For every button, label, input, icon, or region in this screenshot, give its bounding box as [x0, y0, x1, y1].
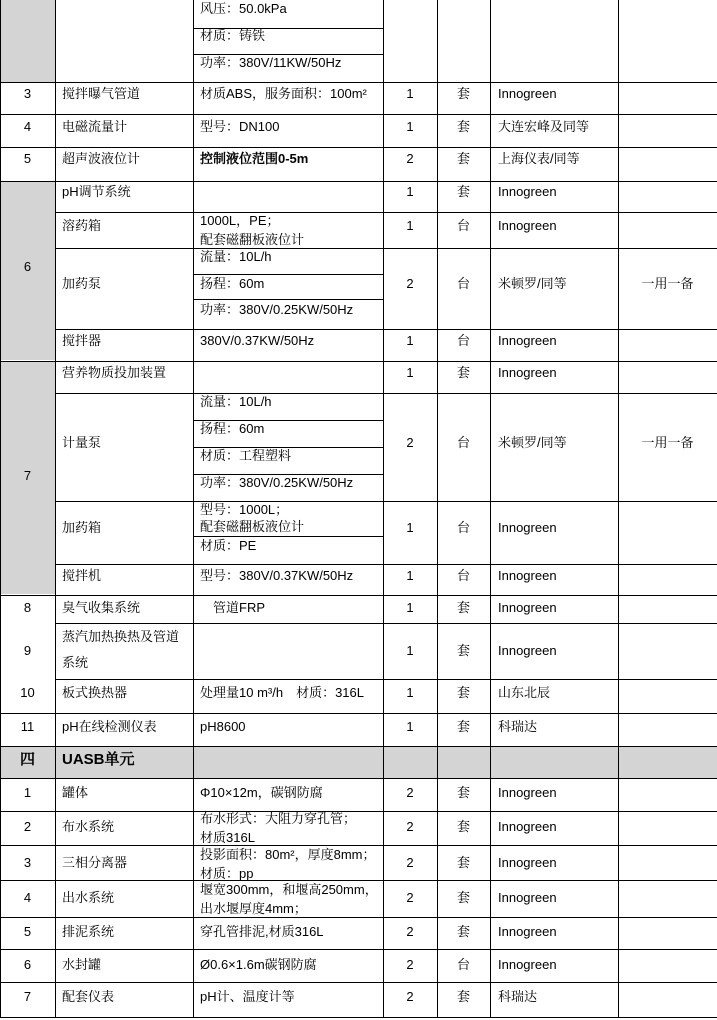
- brand-cell: 米顿罗/同等: [498, 435, 567, 450]
- table-rule: [0, 361, 717, 362]
- spec-line: 功率：380V/0.25KW/50Hz: [200, 475, 354, 490]
- unit-cell: 套: [456, 119, 470, 134]
- section-title: UASB单元: [62, 751, 135, 768]
- item-name: 搅拌机: [62, 568, 102, 583]
- shaded-cell: [0, 0, 55, 82]
- spec-cell: Φ10×12m，碳钢防腐: [200, 785, 323, 800]
- brand-cell: 上海仪表/同等: [498, 151, 580, 166]
- brand-cell: Innogreen: [498, 520, 557, 535]
- spec-line: 1000L，PE；: [200, 213, 280, 228]
- spec-line: 流量：10L/h: [200, 249, 272, 264]
- item-name: 超声波液位计: [62, 151, 141, 166]
- brand-cell: 米顿罗/同等: [498, 276, 567, 291]
- note-cell: 一用一备: [641, 435, 694, 450]
- table-rule: [0, 82, 717, 83]
- table-rule: [0, 1017, 717, 1018]
- table-rule: [0, 880, 717, 881]
- spec-line: 功率：380V/0.25KW/50Hz: [200, 302, 354, 317]
- qty-cell: 2: [406, 957, 414, 972]
- item-name: pH在线检测仪表: [62, 719, 157, 734]
- qty-cell: 1: [406, 86, 414, 101]
- unit-cell: 套: [456, 86, 470, 101]
- unit-cell: 台: [456, 333, 470, 348]
- spec-line: 材质：工程塑料: [200, 448, 292, 463]
- qty-cell: 2: [406, 855, 414, 870]
- item-name: 系统: [62, 655, 89, 670]
- row-number: 7: [23, 989, 32, 1004]
- spec-cell: 控制液位范围0-5m: [200, 151, 309, 166]
- item-name: 加药泵: [62, 276, 102, 291]
- item-name: 营养物质投加装置: [62, 365, 167, 380]
- qty-cell: 1: [406, 119, 414, 134]
- spec-line: 堰宽300mm，和堰高250mm，: [200, 882, 378, 897]
- unit-cell: 套: [456, 989, 470, 1004]
- item-name: 板式换热器: [62, 685, 128, 700]
- qty-cell: 1: [406, 218, 414, 233]
- qty-cell: 1: [406, 184, 414, 199]
- row-number: 6: [23, 957, 32, 972]
- spec-cell: 型号：DN100: [200, 119, 280, 134]
- qty-cell: 1: [406, 568, 414, 583]
- unit-cell: 台: [456, 568, 470, 583]
- spec-cell: 管道FRP: [213, 600, 266, 615]
- qty-cell: 1: [406, 520, 414, 535]
- unit-cell: 套: [456, 855, 470, 870]
- brand-cell: Innogreen: [498, 924, 557, 939]
- spec-line: 扬程：60m: [200, 276, 265, 291]
- brand-cell: 科瑞达: [498, 719, 538, 734]
- table-rule: [0, 917, 717, 918]
- item-name: 出水系统: [62, 890, 115, 905]
- spec-line: 扬程：60m: [200, 421, 265, 436]
- table-rule: [0, 811, 717, 812]
- brand-cell: 山东北辰: [498, 685, 551, 700]
- table-rule: [0, 713, 717, 714]
- item-name: 电磁流量计: [62, 119, 128, 134]
- row-number: 3: [23, 855, 32, 870]
- spec-line: 材质：PE: [200, 538, 257, 553]
- qty-cell: 2: [406, 890, 414, 905]
- unit-cell: 套: [456, 685, 470, 700]
- row-number: 10: [20, 685, 35, 700]
- row-number: 11: [20, 719, 35, 734]
- brand-cell: Innogreen: [498, 365, 557, 380]
- item-name: 溶药箱: [62, 218, 102, 233]
- row-number: 1: [23, 785, 32, 800]
- spec-line: 配套磁翻板液位计: [200, 232, 305, 247]
- table-rule: [193, 274, 384, 275]
- spec-line: 型号：1000L；: [200, 502, 289, 517]
- item-name: 蒸汽加热换热及管道: [62, 629, 180, 644]
- spec-cell: 型号：380V/0.37KW/50Hz: [200, 568, 354, 583]
- spec-cell: 穿孔管排泥,材质316L: [200, 924, 324, 939]
- spec-line: 投影面积：80m²，厚度8mm；: [200, 847, 376, 862]
- brand-cell: Innogreen: [498, 568, 557, 583]
- qty-cell: 1: [406, 719, 414, 734]
- spec-line: 出水堰厚度4mm；: [200, 901, 307, 916]
- spec-line: 材质316L: [200, 830, 255, 845]
- table-rule: [490, 0, 491, 1018]
- unit-cell: 套: [456, 890, 470, 905]
- qty-cell: 2: [406, 276, 414, 291]
- spec-cell: 380V/0.37KW/50Hz: [200, 333, 315, 348]
- brand-cell: Innogreen: [498, 333, 557, 348]
- brand-cell: Innogreen: [498, 957, 557, 972]
- item-name: pH调节系统: [62, 184, 131, 199]
- qty-cell: 2: [406, 924, 414, 939]
- qty-cell: 2: [406, 785, 414, 800]
- spec-cell: Ø0.6×1.6m碳钢防腐: [200, 957, 317, 972]
- table-rule: [193, 536, 384, 537]
- table-rule: [0, 147, 717, 148]
- table-rule: [193, 299, 384, 300]
- qty-cell: 1: [406, 643, 414, 658]
- brand-cell: Innogreen: [498, 600, 557, 615]
- unit-cell: 台: [456, 957, 470, 972]
- brand-cell: Innogreen: [498, 184, 557, 199]
- qty-cell: 1: [406, 685, 414, 700]
- table-rule: [0, 778, 717, 779]
- unit-cell: 台: [456, 218, 470, 233]
- row-number: 4: [23, 119, 32, 134]
- brand-cell: Innogreen: [498, 86, 557, 101]
- table-rule: [193, 0, 194, 1018]
- row-number: 3: [23, 86, 32, 101]
- table-rule: [0, 595, 717, 596]
- row-number: 6: [23, 259, 32, 274]
- unit-cell: 台: [456, 520, 470, 535]
- spec-line: 流量：10L/h: [200, 394, 272, 409]
- note-cell: 一用一备: [641, 276, 694, 291]
- brand-cell: 科瑞达: [498, 989, 538, 1004]
- row-number: 4: [23, 890, 32, 905]
- qty-cell: 1: [406, 333, 414, 348]
- spec-cell: pH8600: [200, 719, 246, 734]
- item-name: 排泥系统: [62, 924, 115, 939]
- item-name: 加药箱: [62, 520, 102, 535]
- item-name: 计量泵: [62, 435, 102, 450]
- brand-cell: Innogreen: [498, 890, 557, 905]
- item-name: 搅拌器: [62, 333, 102, 348]
- brand-cell: Innogreen: [498, 819, 557, 834]
- item-name: 布水系统: [62, 819, 115, 834]
- qty-cell: 2: [406, 989, 414, 1004]
- row-number: 2: [23, 819, 32, 834]
- item-name: 臭气收集系统: [62, 600, 141, 615]
- item-name: 搅拌曝气管道: [62, 86, 141, 101]
- unit-cell: 套: [456, 151, 470, 166]
- brand-cell: Innogreen: [498, 785, 557, 800]
- spec-cell: 处理量10 m³/h 材质：316L: [200, 685, 364, 700]
- unit-cell: 台: [456, 276, 470, 291]
- brand-cell: Innogreen: [498, 855, 557, 870]
- spec-line: 风压：50.0kPa: [200, 1, 287, 16]
- table-rule: [55, 0, 56, 1018]
- section-number: 四: [19, 751, 35, 768]
- row-number: 5: [23, 924, 32, 939]
- item-name: 罐体: [62, 785, 89, 800]
- unit-cell: 套: [456, 719, 470, 734]
- spec-cell: 材质ABS，服务面积：100m²: [200, 86, 367, 101]
- unit-cell: 套: [456, 924, 470, 939]
- brand-cell: Innogreen: [498, 218, 557, 233]
- item-name: 配套仪表: [62, 989, 115, 1004]
- unit-cell: 套: [456, 600, 470, 615]
- qty-cell: 2: [406, 435, 414, 450]
- spec-cell: pH计、温度计等: [200, 989, 295, 1004]
- table-rule: [618, 0, 619, 1018]
- table-rule: [0, 949, 717, 950]
- qty-cell: 1: [406, 600, 414, 615]
- table-rule: [0, 845, 717, 846]
- table-rule: [0, 114, 717, 115]
- unit-cell: 套: [456, 643, 470, 658]
- unit-cell: 套: [456, 365, 470, 380]
- table-rule: [0, 746, 717, 747]
- spec-line: 材质：pp: [200, 866, 254, 881]
- row-number: 7: [23, 468, 32, 483]
- row-number: 5: [23, 151, 32, 166]
- spec-line: 布水形式：大阻力穿孔管；: [200, 811, 357, 826]
- row-number: 9: [23, 643, 32, 658]
- table-rule: [0, 982, 717, 983]
- spec-line: 功率：380V/11KW/50Hz: [200, 55, 342, 70]
- row-number: 8: [23, 600, 32, 615]
- qty-cell: 2: [406, 819, 414, 834]
- qty-cell: 1: [406, 365, 414, 380]
- brand-cell: Innogreen: [498, 643, 557, 658]
- unit-cell: 套: [456, 819, 470, 834]
- table-rule: [0, 181, 717, 182]
- unit-cell: 套: [456, 184, 470, 199]
- item-name: 水封罐: [62, 957, 102, 972]
- item-name: 三相分离器: [62, 855, 128, 870]
- qty-cell: 2: [406, 151, 414, 166]
- spec-line: 材质：铸铁: [200, 28, 266, 43]
- unit-cell: 台: [456, 435, 470, 450]
- unit-cell: 套: [456, 785, 470, 800]
- brand-cell: 大连宏峰及同等: [498, 119, 590, 134]
- spec-line: 配套磁翻板液位计: [200, 519, 305, 534]
